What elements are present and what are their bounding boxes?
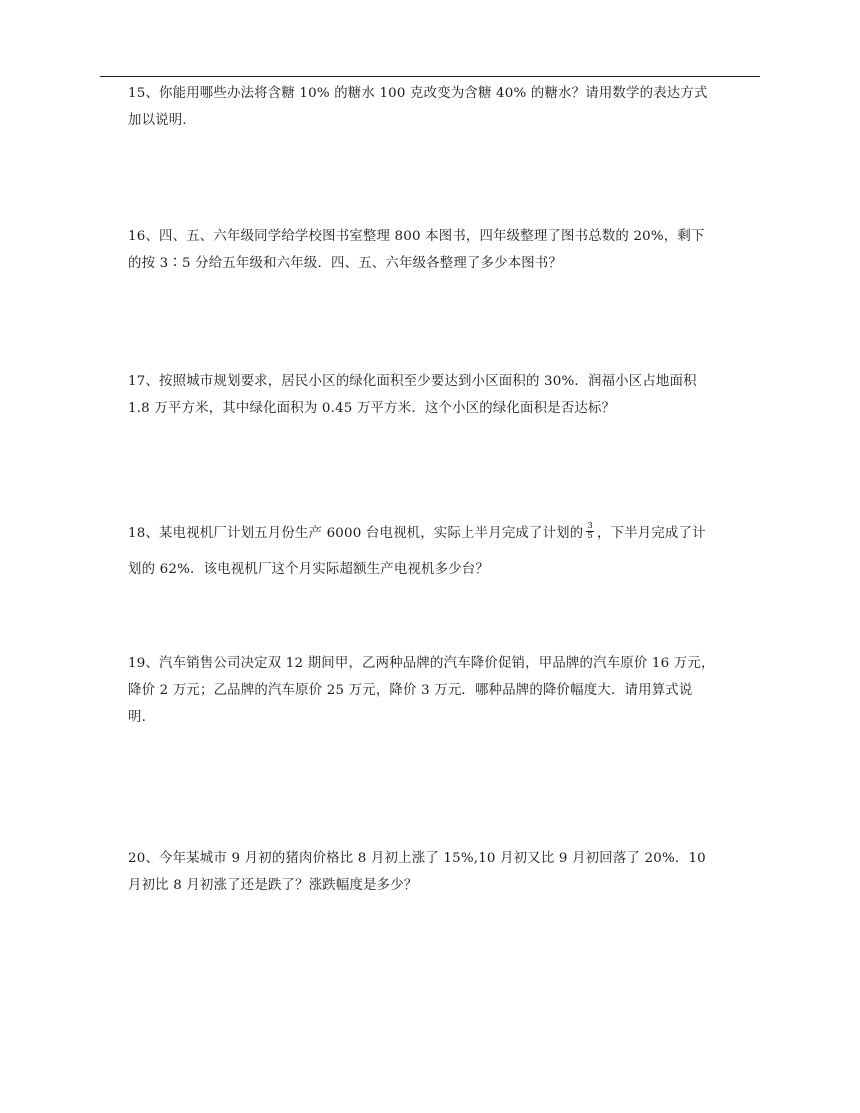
question-18	[128, 520, 762, 583]
fraction-denominator: 5	[587, 531, 593, 541]
question-15-line-1: 15、你能用哪些办法将含糖 10% 的糖水 100 克改变为含糖 40% 的糖水？请用数学的表达方式	[128, 86, 708, 101]
question-19-line-3: 明.	[128, 710, 147, 725]
question-16	[128, 223, 762, 277]
question-17-line-1: 17、按照城市规划要求，居民小区的绿化面积至少要达到小区面积的 30%．润福小区占地面积	[128, 374, 697, 389]
question-19-line-1: 19、汽车销售公司决定双 12 期间甲，乙两种品牌的汽车降价促销，甲品牌的汽车原价 16 万元，	[128, 656, 715, 671]
question-16-line-1: 16、四、五、六年级同学给学校图书室整理 800 本图书，四年级整理了图书总数的 20%，剩下	[128, 229, 705, 244]
question-15-line-2: 加以说明.	[128, 113, 187, 128]
question-17	[128, 368, 762, 422]
question-15	[128, 80, 762, 134]
question-19	[128, 650, 762, 731]
question-18-line-1-after: ，下半月完成了计	[596, 526, 706, 541]
question-20-line-2: 月初比 8 月初涨了还是跌了？涨跌幅度是多少？	[128, 878, 418, 893]
header-rule	[100, 76, 760, 77]
fraction-three-fifths	[586, 522, 594, 541]
question-18-line-2: 划的 62%．该电视机厂这个月实际超额生产电视机多少台？	[128, 562, 489, 577]
question-17-line-2: 1.8 万平方米，其中绿化面积为 0.45 万平方米．这个小区的绿化面积是否达标？	[128, 401, 616, 416]
question-20-line-1: 20、今年某城市 9 月初的猪肉价格比 8 月初上涨了 15%,10 月初又比 9 月初回落了 20%．10	[128, 851, 706, 866]
question-18-line-1	[128, 520, 762, 547]
question-18-line-1-before: 18、某电视机厂计划五月份生产 6000 台电视机，实际上半月完成了计划的	[128, 526, 584, 541]
question-16-line-2: 的按 3∶5 分给五年级和六年级．四、五、六年级各整理了多少本图书？	[128, 256, 563, 271]
question-20	[128, 845, 762, 899]
question-19-line-2: 降价 2 万元；乙品牌的汽车原价 25 万元，降价 3 万元．哪种品牌的降价幅度大．请用算式说	[128, 683, 693, 698]
fraction-numerator: 3	[587, 521, 593, 531]
